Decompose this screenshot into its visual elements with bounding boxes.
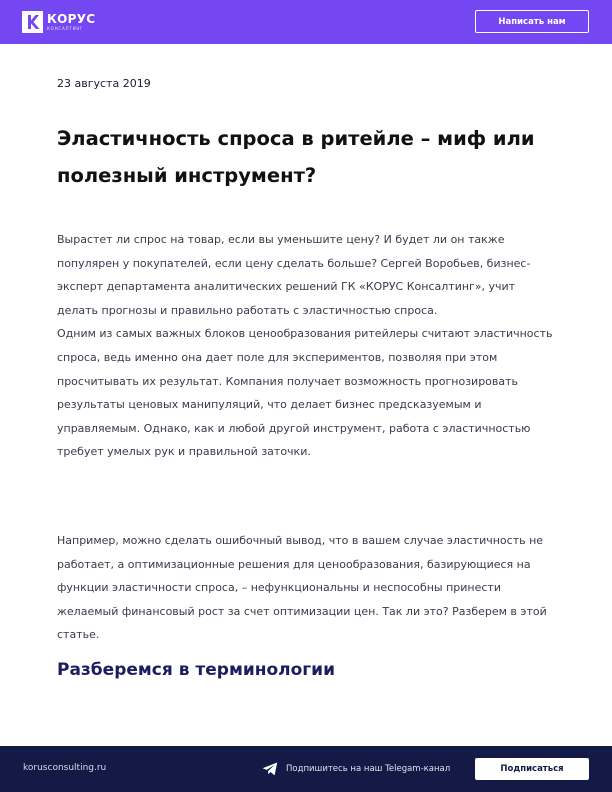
brand-name: КОРУС [47,11,96,26]
subscribe-button[interactable]: Подписаться [475,758,589,780]
page-footer [0,746,612,792]
contact-us-button[interactable]: Написать нам [475,10,589,33]
article-title: Эластичность спроса в ритейле – миф или полезный инструмент? [57,127,535,187]
section-heading: Разберемся в терминологии [57,660,336,680]
telegram-subscribe-text[interactable]: Подпишитесь на наш Telegam-канал [286,764,451,774]
brand-subtitle: КОНСАЛТИНГ [47,25,84,31]
site-link[interactable]: korusconsulting.ru [23,763,107,773]
article-paragraph: Вырастет ли спрос на товар, если вы уменьшите цену? И будет ли он также популярен у покупателей, если цену сделать больше? Сергей Воробьев, бизнес-эксперт департамента аналитических решений ГК «КОРУС Консалтинг», учит делать прогнозы и правильно работать с эластичностью спроса. Одним из самых важных блоков ценообразования ритейлеры считают эластичность спроса, ведь именно она дает поле для экспериментов, позволяя при этом просчитывать их результат. Компания получает возможность прогнозировать результаты ценовых манипуляций, что делает бизнес предсказуемым и управляемым. Однако, как и любой другой инструмент, работа с эластичностью требует умелых рук и правильной заточки. [57,233,553,459]
article-date: 23 августа 2019 [57,77,151,90]
telegram-icon[interactable] [262,762,278,776]
korus-logo[interactable] [22,11,95,33]
page-header [0,0,612,44]
korus-logo-icon [22,11,43,33]
article-paragraph: Например, можно сделать ошибочный вывод, что в вашем случае эластичность не работает, а оптимизационные решения для ценообразования, базирующиеся на функции эластичности спроса, – нефункциональны и неспособны принести желаемый финансовый рост за счет оптимизации цен. Так ли это? Разберем в этой статье. [57,534,547,642]
logo-text [47,13,95,32]
